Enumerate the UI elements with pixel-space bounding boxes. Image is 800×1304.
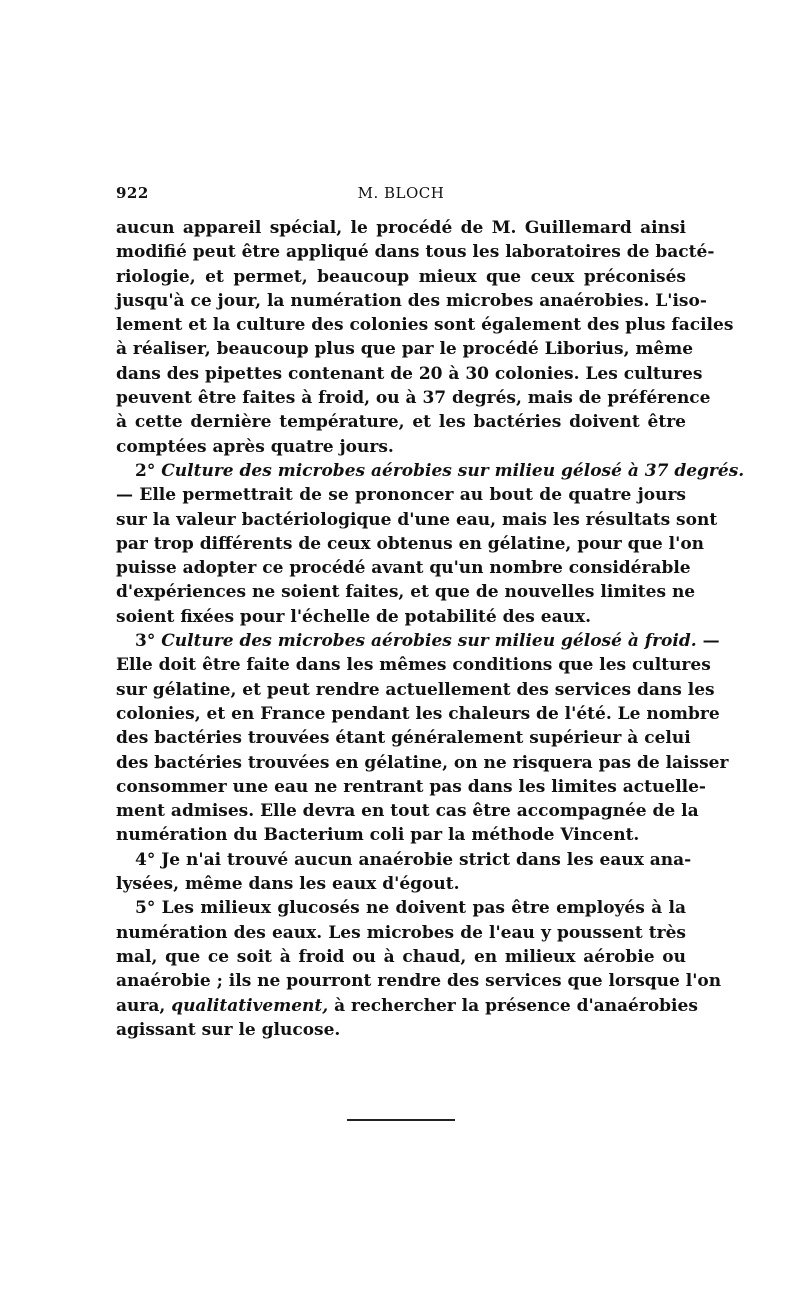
page-number: 922 [116, 184, 149, 202]
item-number: 2° [135, 460, 156, 481]
text-segment: aura, [116, 995, 166, 1016]
dash: — [702, 631, 720, 652]
text-line-with-italic [116, 994, 698, 1018]
text-line: — Elle permettrait de se prononcer au bout de quatre jours [116, 485, 686, 506]
item-number: 3° [135, 631, 156, 652]
text-line: aucun appareil spécial, le procédé de M. Guillemard ainsi [116, 218, 686, 238]
text-line: riologie, et permet, beaucoup mieux que ceux préconisés [116, 266, 686, 287]
italic-heading: Culture des microbes aérobies sur milieu gélosé à 37 degrés. [161, 460, 745, 481]
closing-rule [347, 1119, 455, 1121]
text-line: comptées après quatre jours. [116, 436, 394, 457]
body-text [116, 216, 745, 1042]
text-line: colonies, et en France pendant les chaleurs de l'été. Le nombre [116, 703, 720, 724]
text-line: dans des pipettes contenant de 20 à 30 colonies. Les cultures [116, 363, 703, 384]
text-segment: à rechercher la présence d'anaérobies [334, 995, 698, 1016]
text-line: 5° Les milieux glucosés ne doivent pas être employés à la [135, 898, 686, 919]
text-line: soient fixées pour l'échelle de potabilité des eaux. [116, 606, 592, 627]
text-line: numération des eaux. Les microbes de l'eau y poussent très [116, 922, 686, 943]
text-line: puisse adopter ce procédé avant qu'un nombre considérable [116, 558, 691, 579]
text-line: anaérobie ; ils ne pourront rendre des services que lorsque l'on [116, 971, 722, 992]
text-line: par trop différents de ceux obtenus en gélatine, pour que l'on [116, 533, 705, 554]
text-line: 4° Je n'ai trouvé aucun anaérobie strict dans les eaux ana- [135, 849, 692, 870]
italic-word: qualitativement, [171, 995, 329, 1016]
page-header [116, 184, 686, 208]
paragraph-3-heading-line [116, 629, 720, 653]
text-line: Elle doit être faite dans les mêmes conditions que les cultures [116, 655, 711, 676]
paragraph-2-heading-line [116, 459, 745, 483]
text-line: jusqu'à ce jour, la numération des microbes anaérobies. L'iso- [116, 290, 707, 311]
text-line: à réaliser, beaucoup plus que par le procédé Liborius, même [116, 339, 694, 360]
text-line: numération du Bacterium coli par la méthode Vincent. [116, 825, 640, 846]
text-line: lement et la culture des colonies sont également des plus faciles [116, 315, 734, 336]
text-line: des bactéries trouvées en gélatine, on ne risquera pas de laisser [116, 752, 729, 773]
text-line: consommer une eau ne rentrant pas dans les limites actuelle- [116, 776, 706, 797]
text-line: sur la valeur bactériologique d'une eau, mais les résultats sont [116, 509, 718, 530]
text-line: modifié peut être appliqué dans tous les laboratoires de bacté- [116, 242, 715, 263]
text-line: des bactéries trouvées étant généralement supérieur à celui [116, 728, 691, 749]
text-line: d'expériences ne soient faites, et que de nouvelles limites ne [116, 582, 696, 603]
text-line: mal, que ce soit à froid ou à chaud, en milieux aérobie ou [116, 946, 686, 967]
italic-heading: Culture des microbes aérobies sur milieu gélosé à froid. [161, 631, 697, 652]
text-line: ment admises. Elle devra en tout cas être accompagnée de la [116, 801, 699, 822]
text-line: lysées, même dans les eaux d'égout. [116, 874, 460, 895]
text-line: à cette dernière température, et les bactéries doivent être [116, 412, 686, 433]
text-line: peuvent être faites à froid, ou à 37 degrés, mais de préférence [116, 388, 711, 409]
text-line: agissant sur le glucose. [116, 1019, 341, 1040]
text-line: sur gélatine, et peut rendre actuellement des services dans les [116, 679, 715, 700]
running-head: M. BLOCH [357, 184, 445, 202]
